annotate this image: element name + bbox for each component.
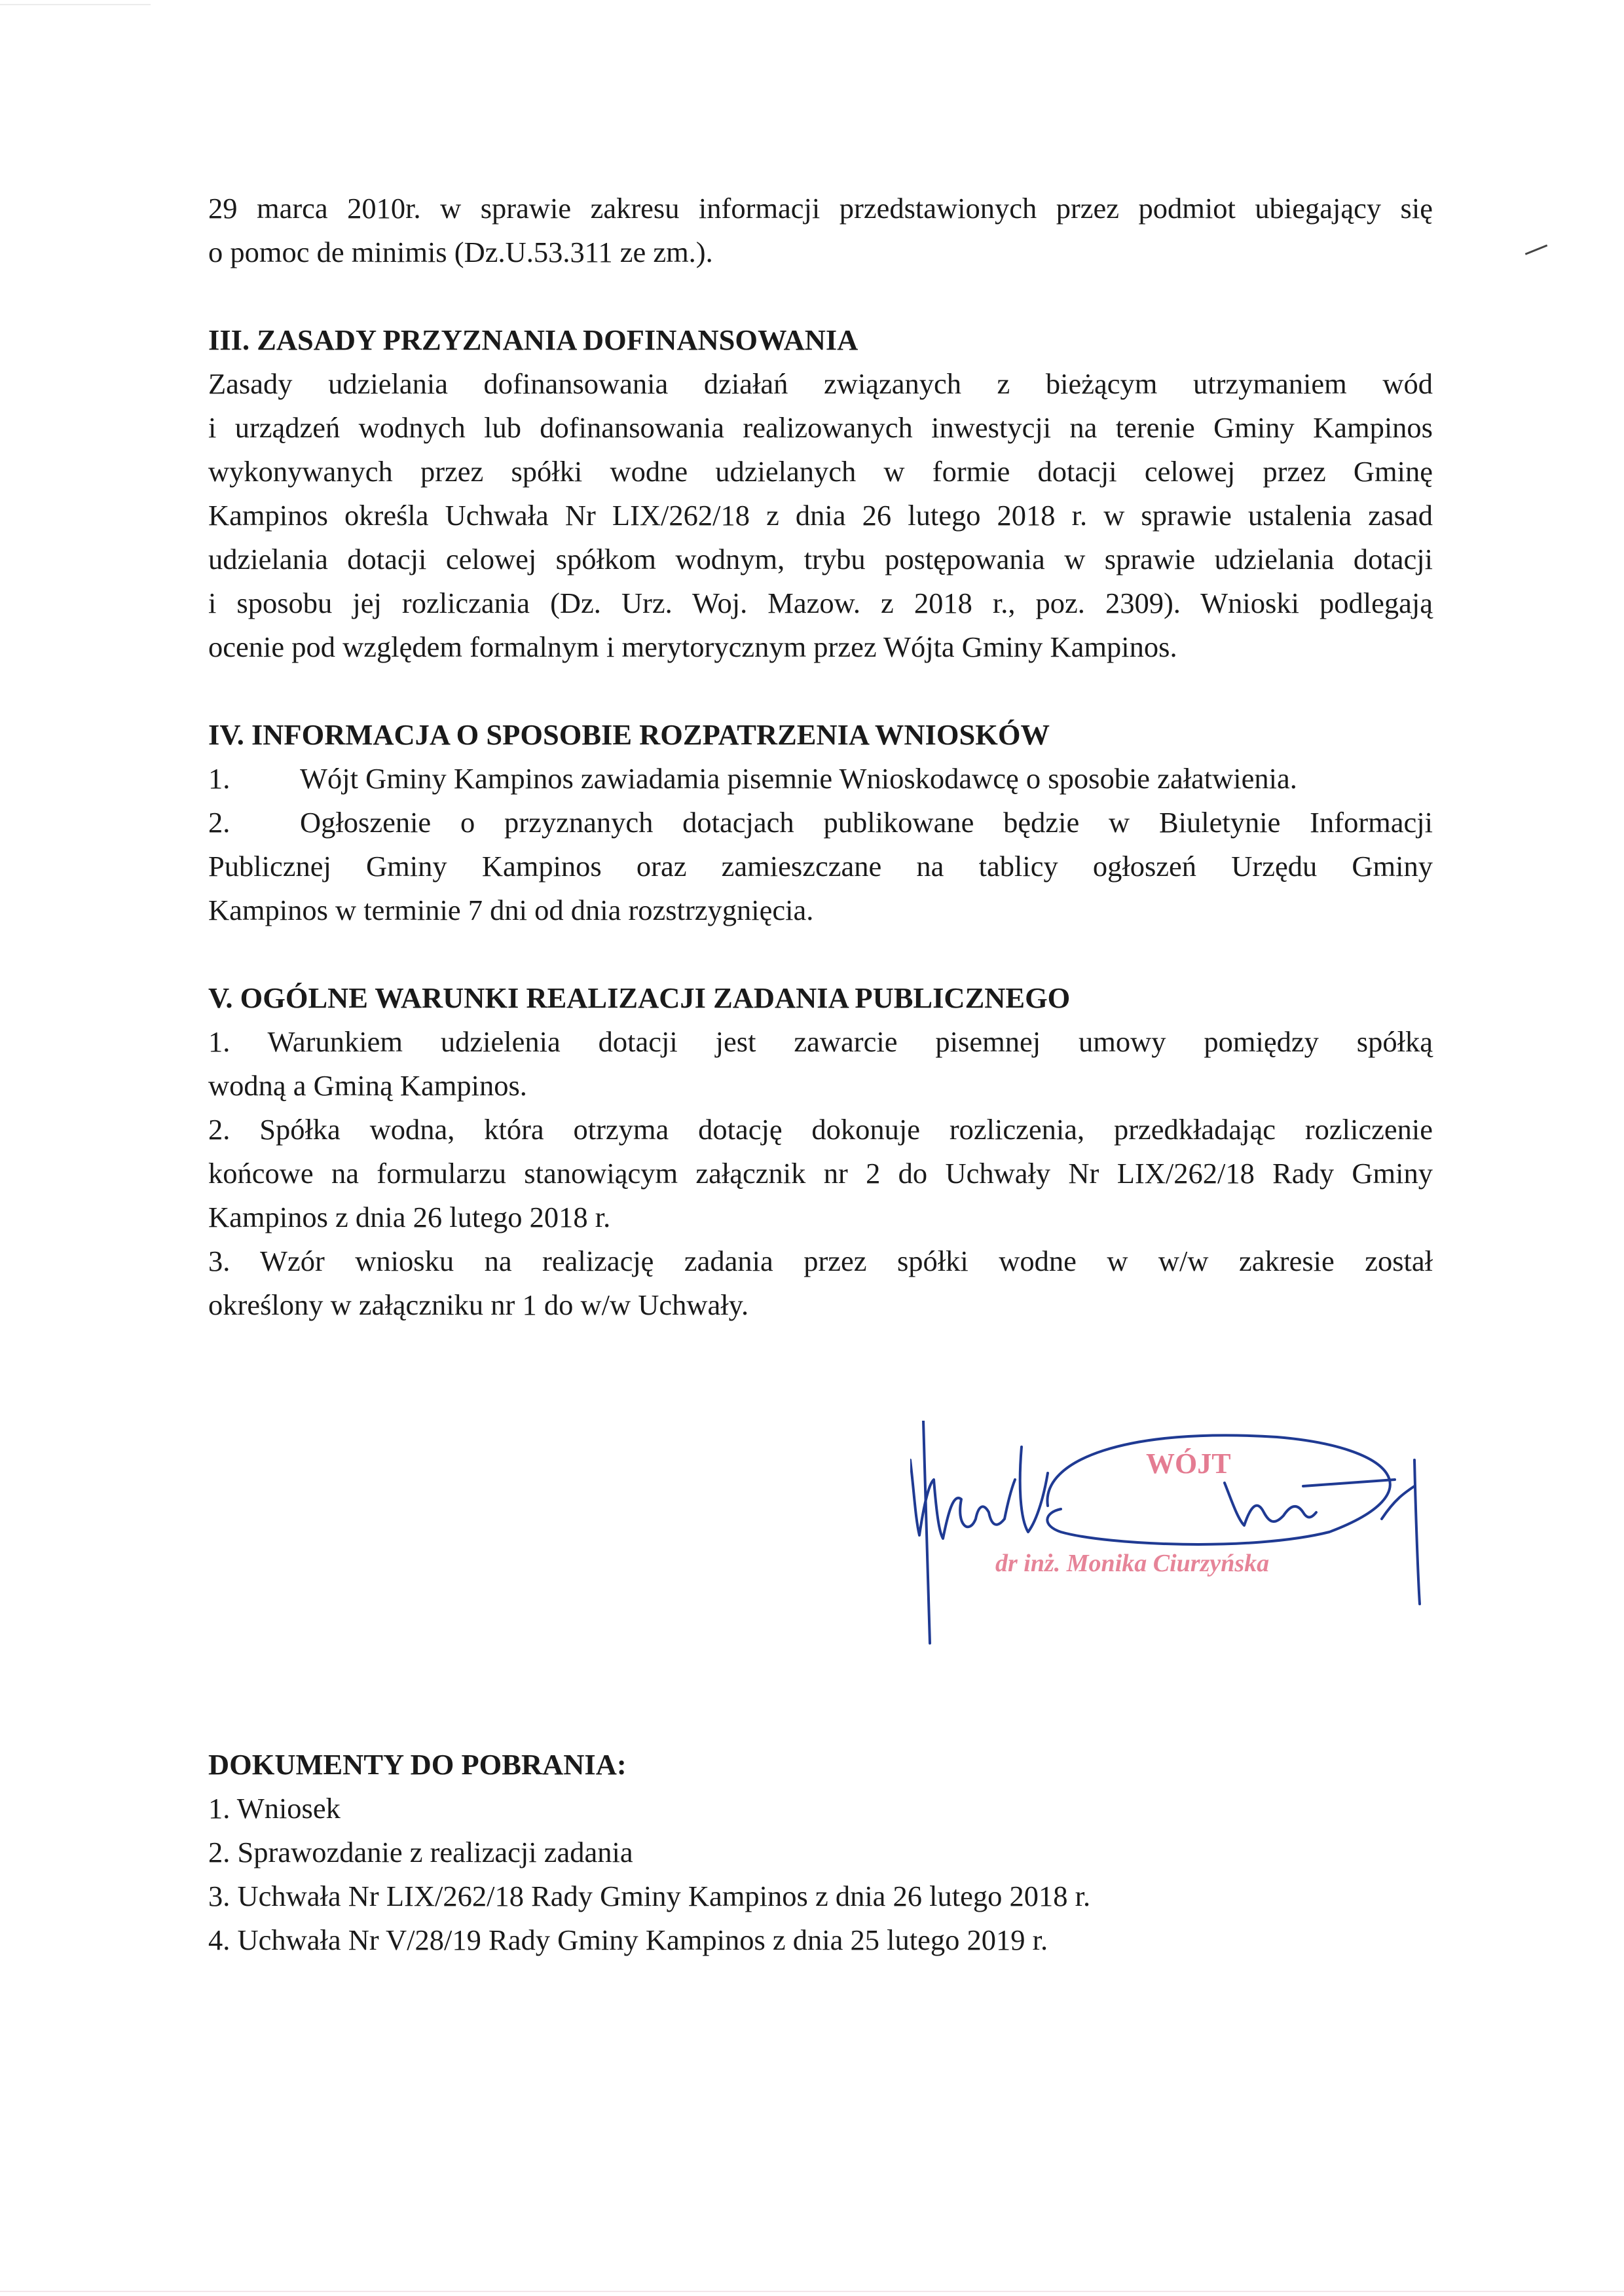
section-5-line: końcowe na formularzu stanowiącym załącznik nr 2 do Uchwały Nr LIX/262/18 Rady Gminy — [208, 1157, 1433, 1190]
section-3-line: i sposobu jej rozliczania (Dz. Urz. Woj. Mazow. z 2018 r., poz. 2309). Wnioski podlegają — [208, 587, 1433, 619]
stamp-name: dr inż. Monika Ciurzyńska — [995, 1550, 1270, 1577]
section-3-line: i urządzeń wodnych lub dofinansowania realizowanych inwestycji na terenie Gminy Kampinos — [208, 411, 1433, 444]
section-5-line: 3. Wzór wniosku na realizację zadania przez spółki wodne w w/w zakresie został — [208, 1245, 1433, 1277]
documents-heading: DOKUMENTY DO POBRANIA: — [208, 1748, 627, 1781]
document-link[interactable]: 1. Wniosek — [208, 1792, 341, 1825]
section-5-line: określony w załączniku nr 1 do w/w Uchwały. — [208, 1288, 749, 1321]
margin-pen-mark — [1525, 244, 1548, 255]
item-number: 1. — [208, 762, 231, 795]
scan-edge-top — [0, 4, 151, 5]
item-text: Ogłoszenie o przyznanych dotacjach publikowane będzie w Biuletynie Informacji — [300, 806, 1433, 839]
section-5-line: wodną a Gminą Kampinos. — [208, 1069, 527, 1102]
section-4-item-1 — [208, 757, 1433, 801]
section-5-line: 1. Warunkiem udzielenia dotacji jest zawarcie pisemnej umowy pomiędzy spółką — [208, 1025, 1433, 1058]
intro-line-2: o pomoc de minimis (Dz.U.53.311 ze zm.). — [208, 236, 713, 268]
section-3-line: Kampinos określa Uchwała Nr LIX/262/18 z dnia 26 lutego 2018 r. w sprawie ustalenia zasad — [208, 499, 1433, 532]
section-3-line: Zasady udzielania dofinansowania działań związanych z bieżącym utrzymaniem wód — [208, 367, 1433, 400]
section-3-line: udzielania dotacji celowej spółkom wodnym, trybu postępowania w sprawie udzielania dotacji — [208, 543, 1433, 575]
section-3-line: ocenie pod względem formalnym i merytorycznym przez Wójta Gminy Kampinos. — [208, 630, 1177, 663]
scan-edge-bottom — [0, 2291, 1624, 2292]
document-body — [208, 187, 1433, 1962]
item-number: 2. — [208, 806, 231, 839]
section-3-heading: III. ZASADY PRZYZNANIA DOFINANSOWANIA — [208, 323, 858, 356]
section-4-item-2-cont: Kampinos w terminie 7 dni od dnia rozstrzygnięcia. — [208, 894, 814, 926]
section-3-line: wykonywanych przez spółki wodne udzielanych w formie dotacji celowej przez Gminę — [208, 455, 1433, 488]
section-4-heading: IV. INFORMACJA O SPOSOBIE ROZPATRZENIA WNIOSKÓW — [208, 718, 1050, 751]
section-5-line: 2. Spółka wodna, która otrzyma dotację dokonuje rozliczenia, przedkładając rozliczenie — [208, 1113, 1433, 1146]
stamp-title: WÓJT — [1146, 1448, 1231, 1480]
section-4-item-2-cont: Publicznej Gminy Kampinos oraz zamieszczane na tablicy ogłoszeń Urzędu Gminy — [208, 850, 1433, 883]
document-link[interactable]: 3. Uchwała Nr LIX/262/18 Rady Gminy Kampinos z dnia 26 lutego 2018 r. — [208, 1880, 1091, 1912]
signature-stamp — [910, 1421, 1460, 1656]
section-5-line: Kampinos z dnia 26 lutego 2018 r. — [208, 1201, 611, 1233]
document-link[interactable]: 2. Sprawozdanie z realizacji zadania — [208, 1836, 633, 1868]
document-link[interactable]: 4. Uchwała Nr V/28/19 Rady Gminy Kampinos z dnia 25 lutego 2019 r. — [208, 1923, 1048, 1956]
section-4-item-2 — [208, 801, 1433, 845]
intro-line-1: 29 marca 2010r. w sprawie zakresu informacji przedstawionych przez podmiot ubiegający się — [208, 192, 1433, 225]
section-5-heading: V. OGÓLNE WARUNKI REALIZACJI ZADANIA PUBLICZNEGO — [208, 981, 1071, 1014]
item-text: Wójt Gminy Kampinos zawiadamia pisemnie Wnioskodawcę o sposobie załatwienia. — [300, 762, 1297, 795]
